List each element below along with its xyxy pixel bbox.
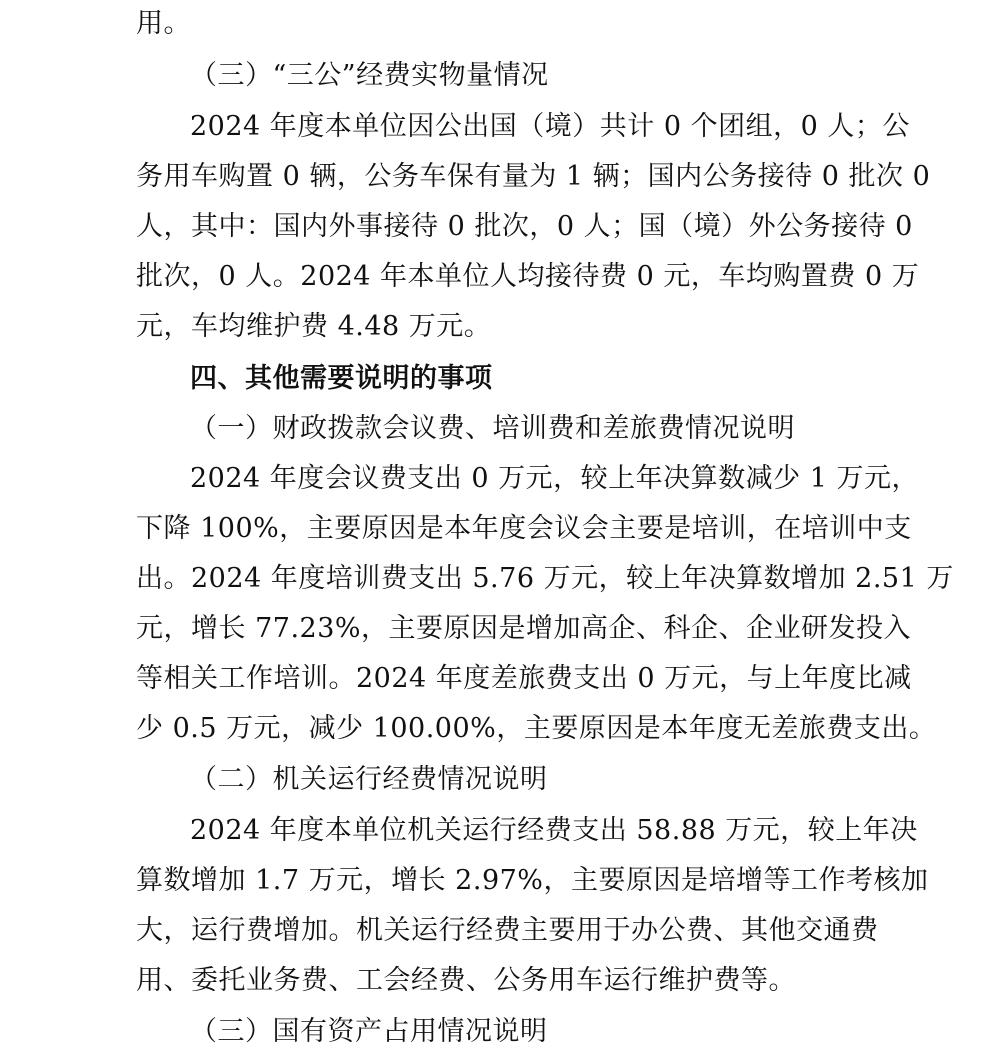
paragraph-line: 批次，0 人。2024 年本单位人均接待费 0 元，车均购置费 0 万 bbox=[136, 261, 920, 292]
paragraph-line: 算数增加 1.7 万元，增长 2.97%，主要原因是培增等工作考核加 bbox=[136, 865, 929, 896]
paragraph-line: 下降 100%，主要原因是本年度会议会主要是培训，在培训中支 bbox=[136, 513, 912, 544]
paragraph-line: 出。2024 年度培训费支出 5.76 万元，较上年决算数增加 2.51 万 bbox=[136, 563, 954, 594]
paragraph-line: 元，车均维护费 4.48 万元。 bbox=[136, 311, 492, 342]
paragraph-line: 2024 年度本单位因公出国（境）共计 0 个团组，0 人；公 bbox=[190, 111, 910, 142]
subsection-title-operating-costs: （二）机关运行经费情况说明 bbox=[190, 764, 548, 795]
subsection-title-fees: （一）财政拨款会议费、培训费和差旅费情况说明 bbox=[190, 413, 795, 444]
paragraph-line: 等相关工作培训。2024 年度差旅费支出 0 万元，与上年度比减 bbox=[136, 663, 912, 694]
paragraph-line: 少 0.5 万元，减少 100.00%，主要原因是本年度无差旅费支出。 bbox=[136, 713, 937, 744]
paragraph-line: 人，其中：国内外事接待 0 批次，0 人；国（境）外公务接待 0 bbox=[136, 211, 913, 242]
subsection-title-state-assets: （三）国有资产占用情况说明 bbox=[190, 1016, 548, 1047]
text-line-continuation: 用。 bbox=[136, 8, 191, 39]
subsection-title-sangong-physical: （三）“三公”经费实物量情况 bbox=[190, 60, 549, 91]
paragraph-line: 元，增长 77.23%，主要原因是增加高企、科企、企业研发投入 bbox=[136, 613, 912, 644]
paragraph-line: 2024 年度本单位机关运行经费支出 58.88 万元，较上年决 bbox=[190, 815, 918, 846]
paragraph-line: 务用车购置 0 辆，公务车保有量为 1 辆；国内公务接待 0 批次 0 bbox=[136, 161, 931, 192]
paragraph-line: 大，运行费增加。机关运行经费主要用于办公费、其他交通费 bbox=[136, 915, 879, 946]
paragraph-line: 2024 年度会议费支出 0 万元，较上年决算数减少 1 万元， bbox=[190, 463, 919, 494]
section-heading-other-matters: 四、其他需要说明的事项 bbox=[190, 363, 493, 394]
paragraph-line: 用、委托业务费、工会经费、公务用车运行维护费等。 bbox=[136, 965, 796, 996]
